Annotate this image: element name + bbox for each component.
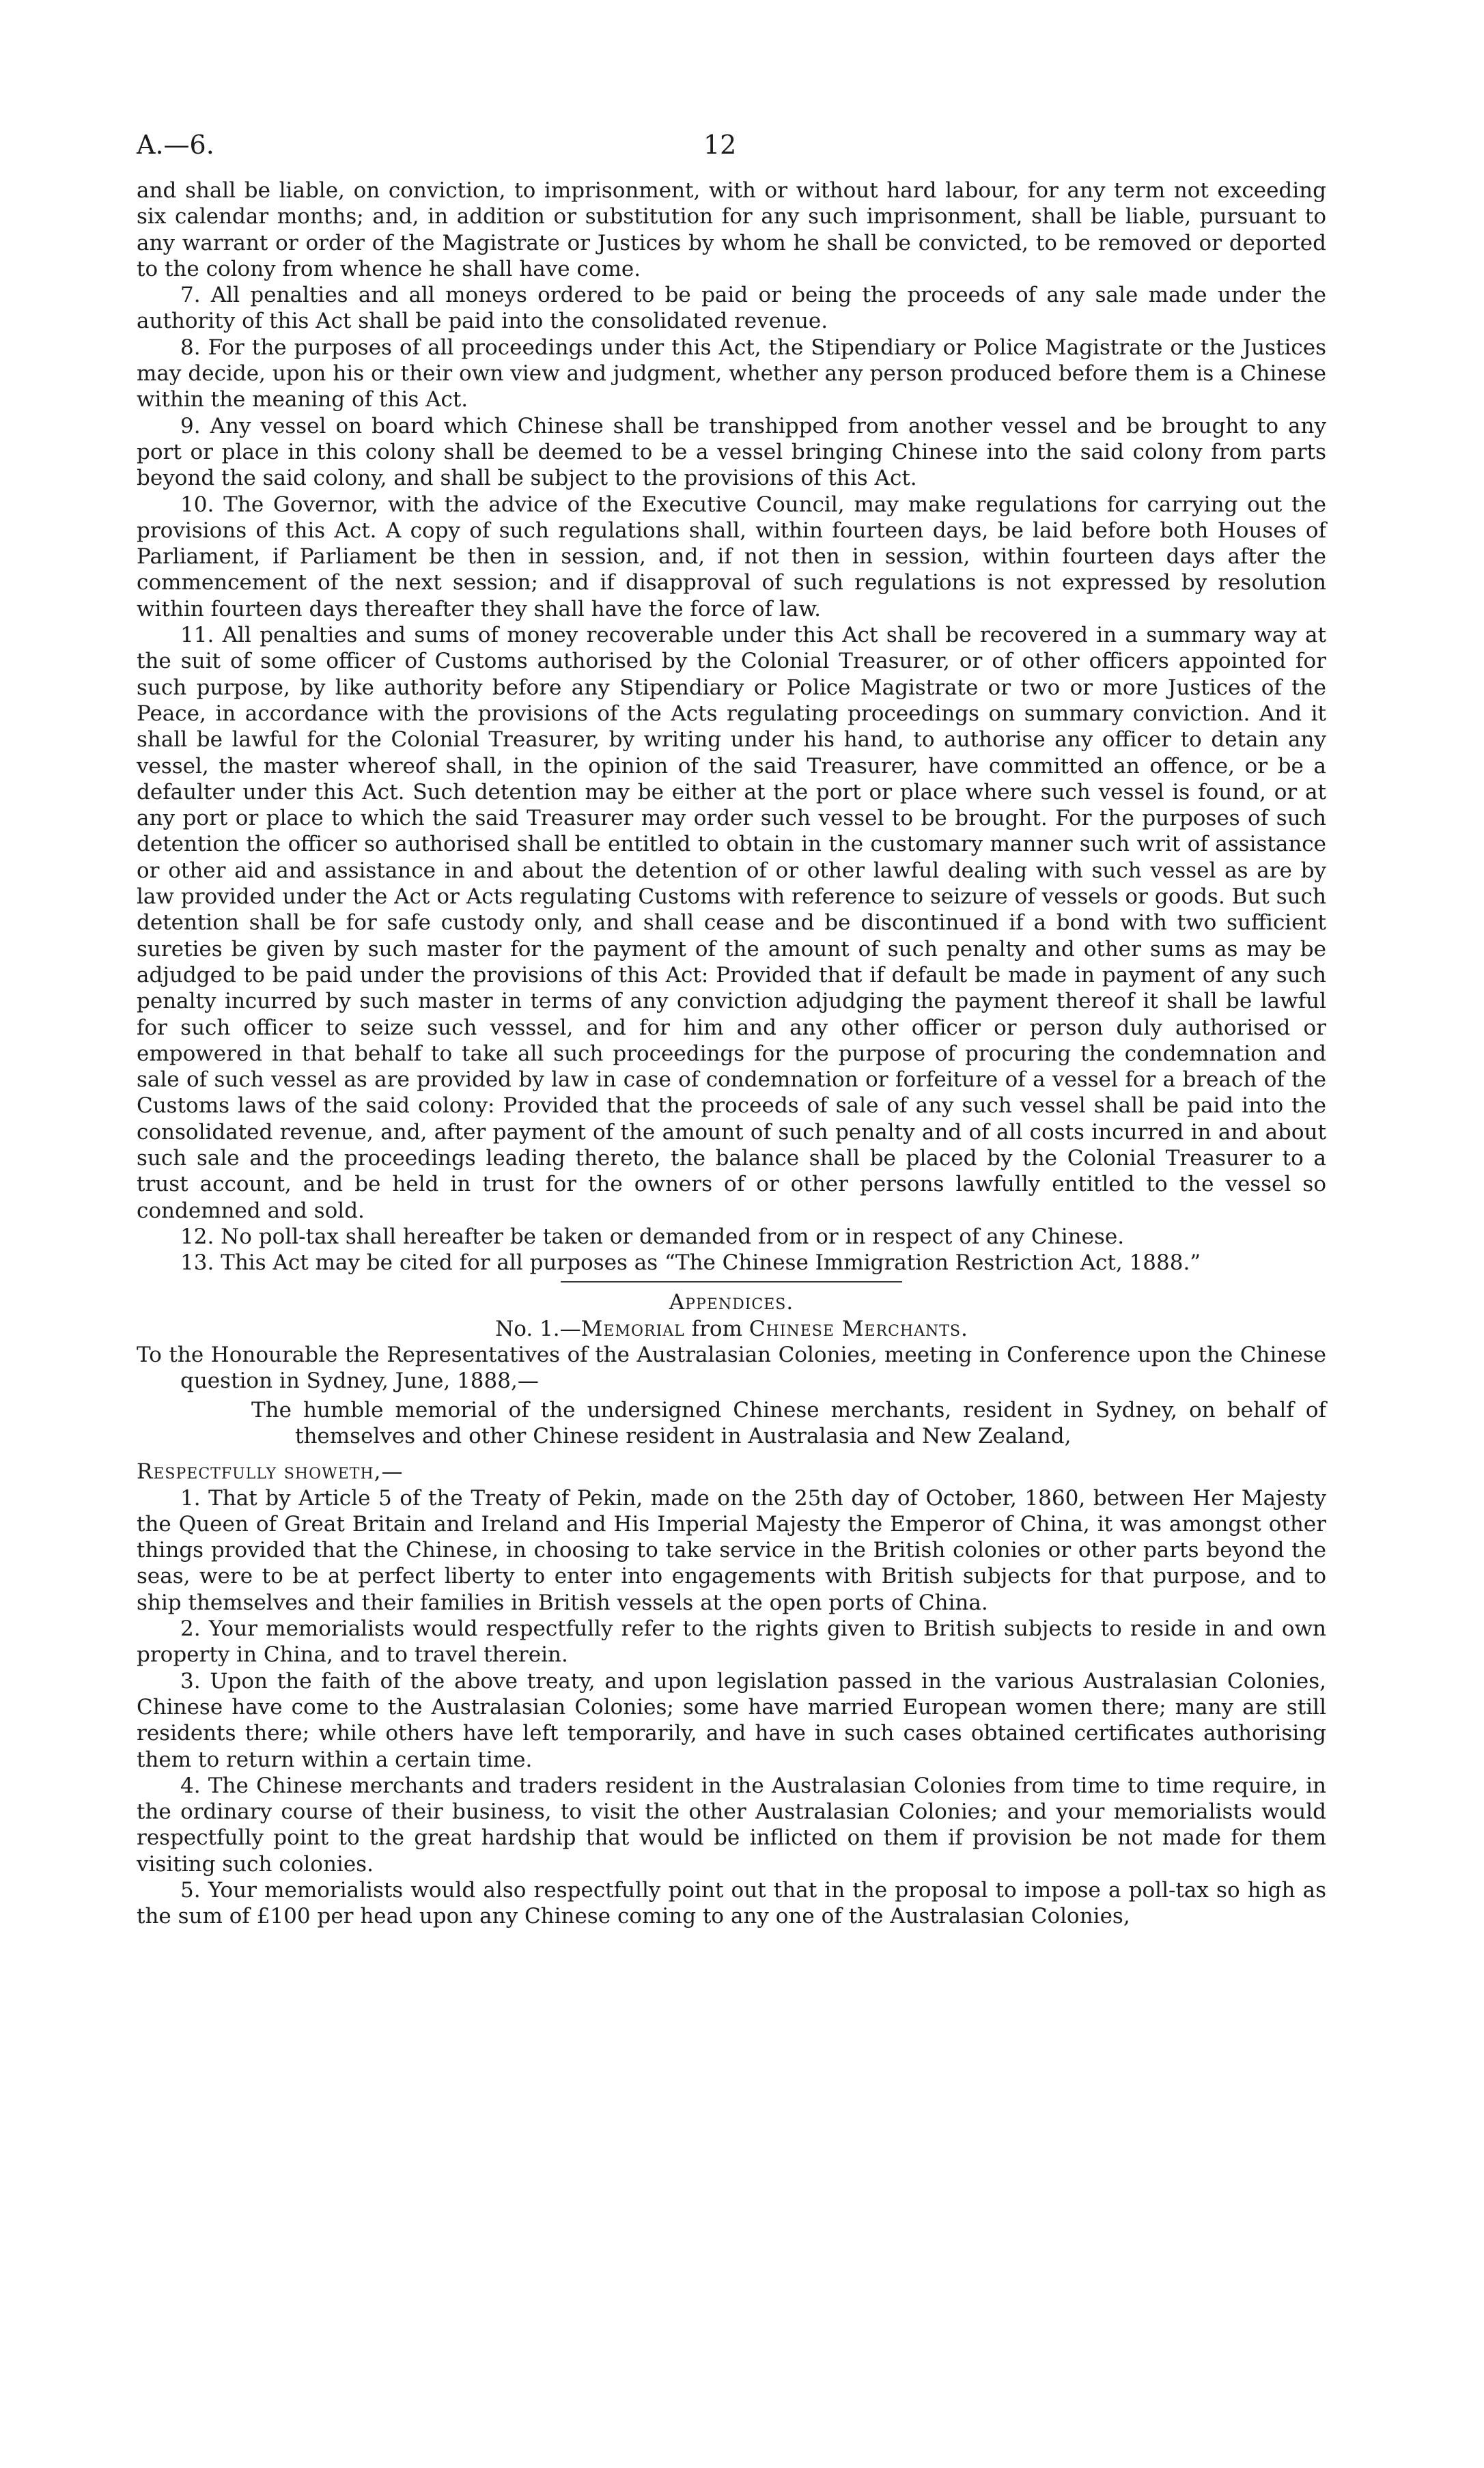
memorial-point-3: 3. Upon the faith of the above treaty, and upon legislation passed in the various Australasian Colonies, Chinese have come to the Australasian Colonies; some have married European women there; many are still residents there; while others have left temporarily, and have in such cases obtained certificates authorising them to return within a certain time. bbox=[137, 1668, 1326, 1772]
memorial-number: No. 1.— bbox=[495, 1316, 581, 1341]
memorial-from: from bbox=[684, 1316, 749, 1341]
memorial-point-1: 1. That by Article 5 of the Treaty of Pekin, made on the 25th day of October, 1860, between Her Majesty the Queen of Great Britain and Ireland and His Imperial Majesty the Emperor of China, it was amongst other things provided that the Chinese, in choosing to take service in the British colonies or other parts beyond the seas, were to be at perfect liberty to enter into engagements with British subjects for that purpose, and to ship themselves and their families in British vessels at the open ports of China. bbox=[137, 1485, 1326, 1615]
appendices-heading: Appendices. bbox=[669, 1290, 794, 1315]
act-section-10: 10. The Governor, with the advice of the Executive Council, may make regulations for carrying out the provisions of this Act. A copy of such regulations shall, within fourteen days, be laid before both Houses of Parliament, if Parliament be then in session, and, if not then in session, within fourteen days after the commencement of the next session; and if disapproval of such regulations is not expressed by resolution within fourteen days thereafter they shall have the force of law. bbox=[137, 492, 1326, 621]
page-number: 12 bbox=[703, 130, 737, 160]
act-section-12: 12. No poll-tax shall hereafter be taken or demanded from or in respect of any Chinese. bbox=[180, 1224, 1125, 1249]
document-page bbox=[137, 130, 1326, 1930]
memorial-preamble: The humble memorial of the undersigned Chinese merchants, resident in Sydney, on behalf of themselves and other Chinese resident in Australasia and New Zealand, bbox=[251, 1397, 1326, 1448]
act-paragraph-continuation: and shall be liable, on conviction, to imprisonment, with or without hard labour, for any term not exceeding six calendar months; and, in addition or substitution for any such imprisonment, shall be liable, pursuant to any warrant or order of the Magistrate or Justices by whom he shall be convicted, to be removed or deported to the colony from whence he shall have come. bbox=[137, 178, 1326, 281]
section-divider bbox=[561, 1281, 902, 1282]
memorial-title bbox=[137, 1316, 1326, 1342]
memorial-word: Memorial bbox=[580, 1316, 685, 1341]
memorial-point-2: 2. Your memorialists would respectfully refer to the rights given to British subjects to reside in and own property in China, and to travel therein. bbox=[137, 1616, 1326, 1668]
memorial-title-end: . bbox=[961, 1316, 968, 1341]
act-section-13: 13. This Act may be cited for all purposes as “The Chinese Immigration Restriction Act, 1888.” bbox=[180, 1250, 1201, 1276]
respectfully-showeth: Respectfully showeth,— bbox=[137, 1459, 404, 1485]
act-section-11: 11. All penalties and sums of money recoverable under this Act shall be recovered in a summary way at the suit of some officer of Customs authorised by the Colonial Treasurer, or of other officers appointed for such purpose, by like authority before any Stipendiary or Police Magistrate or two or more Justices of the Peace, in accordance with the provisions of the Acts regulating proceedings on summary conviction. And it shall be lawful for the Colonial Treasurer, by writing under his hand, to authorise any officer to detain any vessel, the master whereof shall, in the opinion of the said Treasurer, have committed an offence, or be a defaulter under this Act. Such detention may be either at the port or place where such vessel is found, or at any port or place to which the said Treasurer may order such vessel to be brought. For the purposes of such detention the officer so authorised shall be entitled to obtain in the customary manner such writ of assistance or other aid and assistance in and about the detention of or other lawful dealing with such vessel as are by law provided under the Act or Acts regulating Customs with reference to seizure of vessels or goods. But such detention shall be for safe custody only, and shall cease and be discontinued if a bond with two sufficient sureties be given by such master for the payment of the amount of such penalty and other sums as may be adjudged to be paid under the provisions of this Act: Provided that if default be made in payment of any such penalty incurred by such master in terms of any conviction adjudging the payment thereof it shall be lawful for such officer to seize such vesssel, and for him and any other officer or person duly authorised or empowered in that behalf to take all such proceedings for the purpose of procuring the condemnation and sale of such vessel as are provided by law in case of condemnation or forfeiture of a vessel for a breach of the Customs laws of the said colony: Provided that the proceeds of sale of any such vessel shall be paid into the consolidated revenue, and, after payment of the amount of such penalty and of all costs incurred in and about such sale and the proceedings leading thereto, the balance shall be placed by the Colonial Treasurer to a trust account, and be held in trust for the owners of or other persons lawfully entitled to the vessel so condemned and sold. bbox=[137, 623, 1326, 1223]
act-section-7: 7. All penalties and all moneys ordered to be paid or being the proceeds of any sale made under the authority of this Act shall be paid into the consolidated revenue. bbox=[137, 283, 1326, 334]
page-header bbox=[137, 130, 1326, 178]
act-section-8: 8. For the purposes of all proceedings under this Act, the Stipendiary or Police Magistrate or the Justices may decide, upon his or their own view and judgment, whether any person produced before them is a Chinese within the meaning of this Act. bbox=[137, 335, 1326, 412]
memorial-point-4: 4. The Chinese merchants and traders resident in the Australasian Colonies from time to time require, in the ordinary course of their business, to visit the other Australasian Colonies; and your memorialists would respectfully point to the great hardship that would be inflicted on them if provision be not made for them visiting such colonies. bbox=[137, 1773, 1326, 1877]
memorial-point-5: 5. Your memorialists would also respectfully point out that in the proposal to impose a poll-tax so high as the sum of £100 per head upon any Chinese coming to any one of the Australasian Colonies, bbox=[137, 1878, 1326, 1929]
memorial-address: To the Honourable the Representatives of the Australasian Colonies, meeting in Conference upon the Chinese question in Sydney, June, 1888,— bbox=[137, 1343, 1326, 1394]
document-reference: A.—6. bbox=[137, 130, 214, 160]
memorial-source: Chinese Merchants bbox=[748, 1316, 962, 1341]
act-section-9: 9. Any vessel on board which Chinese shall be transhipped from another vessel and be brought to any port or place in this colony shall be deemed to be a vessel bringing Chinese into the said colony from parts beyond the said colony, and shall be subject to the provisions of this Act. bbox=[137, 413, 1326, 491]
